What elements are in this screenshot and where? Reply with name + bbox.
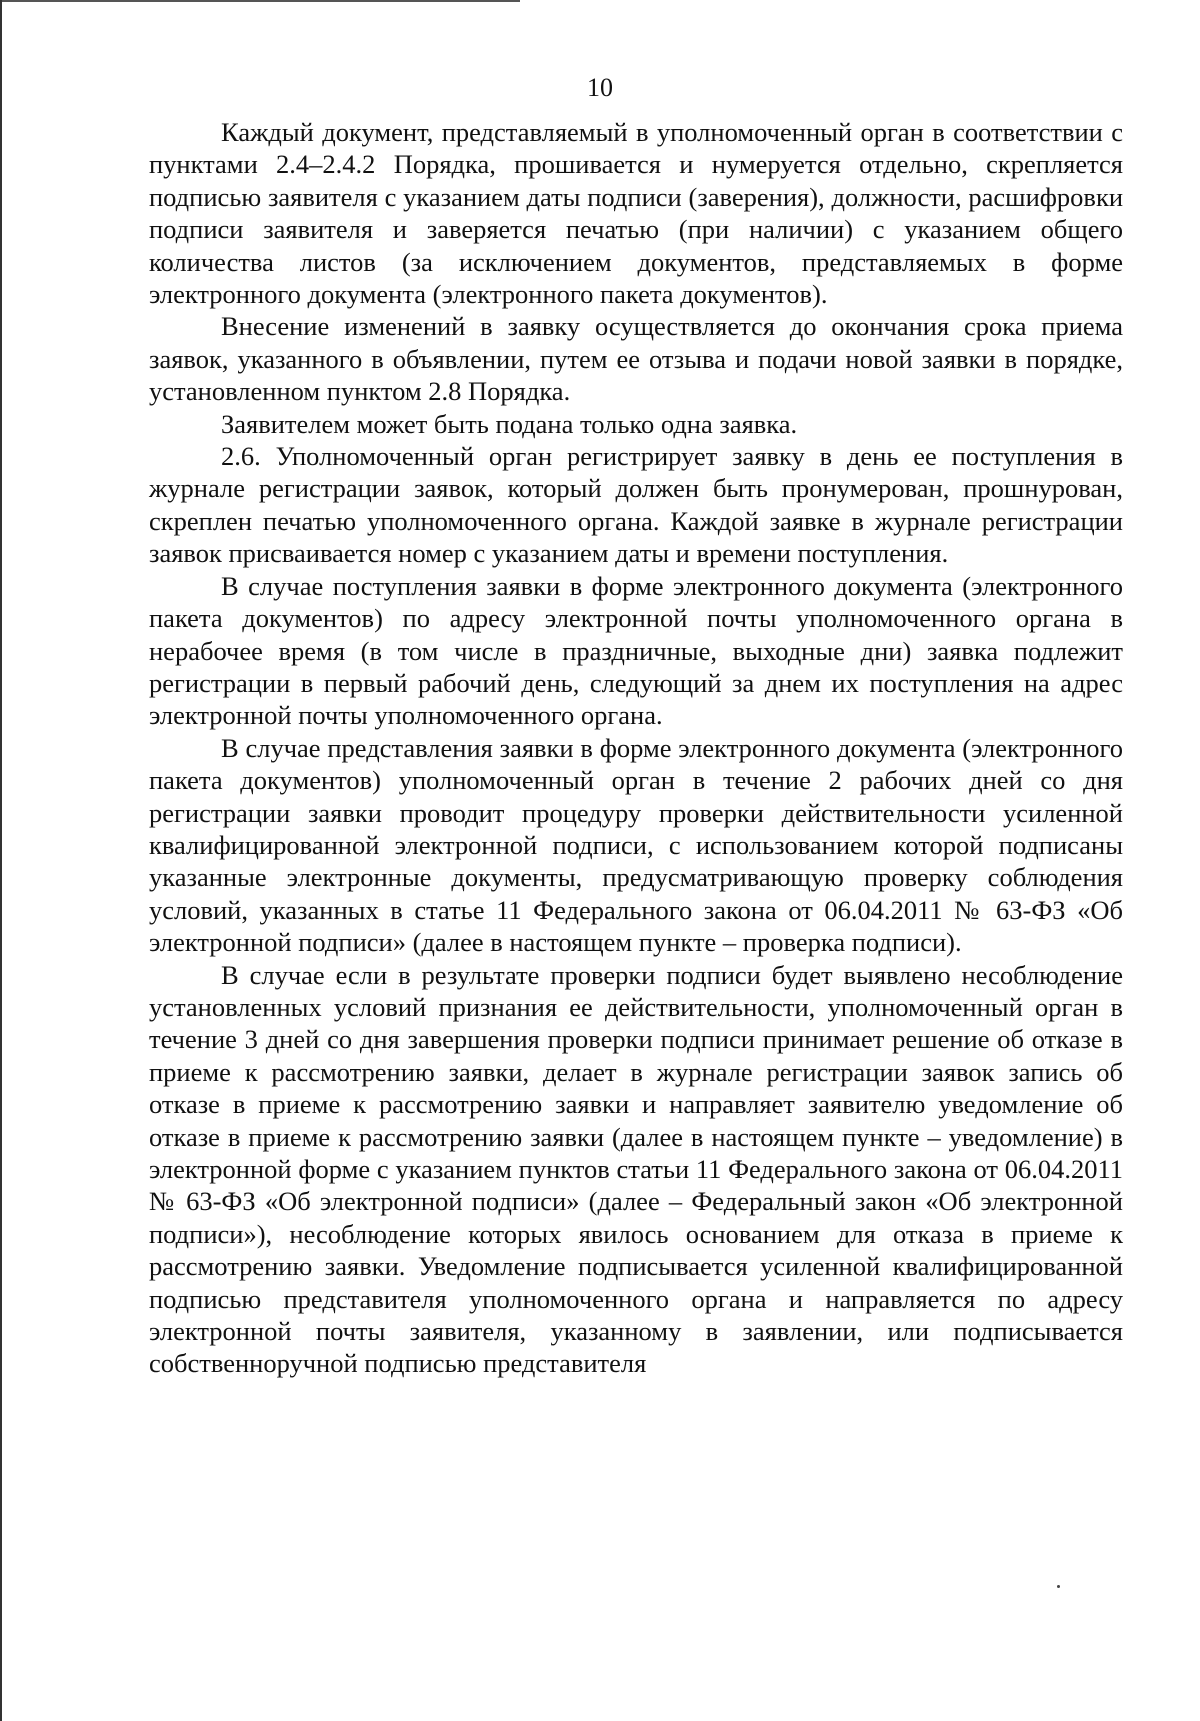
paragraph-electronic-nonworking-time: В случае поступления заявки в форме электронного документа (электронного пакета документов) по адресу электронной почты уполномоченного органа в нерабочее время (в том числе в праздничные, выходные дни) заявка подлежит регистрации в первый рабочий день, следующий за днем их поступления на адрес электронной почты уполномоченного органа. xyxy=(149,570,1123,731)
scan-edge-top xyxy=(0,0,520,2)
scan-edge-left xyxy=(0,0,2,1721)
paragraph-refusal-notification: В случае если в результате проверки подписи будет выявлено несоблюдение установленных условий признания ее действительности, уполномоченный орган в течение 3 дней со дня завершения проверки подписи принимает решение об отказе в приеме к рассмотрению заявки, делает в журнале регистрации заявок запись об отказе в приеме к рассмотрению заявки и направляет заявителю уведомление об отказе в приеме к рассмотрению заявки (далее в настоящем пункте – уведомление) в электронной форме с указанием пунктов статьи 11 Федерального закона от 06.04.2011 № 63-ФЗ «Об электронной подписи» (далее – Федеральный закон «Об электронной подписи»), несоблюдение которых явилось основанием для отказа в приеме к рассмотрению заявки. Уведомление подписывается усиленной квалифицированной подписью представителя уполномоченного органа и направляется по адресу электронной почты заявителя, указанному в заявлении, или подписывается собственноручной подписью представителя xyxy=(149,959,1123,1379)
document-body xyxy=(149,116,1123,1380)
paragraph-document-binding: Каждый документ, представляемый в уполномоченный орган в соответствии с пунктами 2.4–2.4.2 Порядка, прошивается и нумеруется отдельно, скрепляется подписью заявителя с указанием даты подписи (заверения), должности, расшифровки подписи заявителя и заверяется печатью (при наличии) с указанием общего количества листов (за исключением документов, представляемых в форме электронного документа (электронного пакета документов). xyxy=(149,117,1123,310)
page-number: 10 xyxy=(587,73,613,102)
paragraph-section-2-6-registration: 2.6. Уполномоченный орган регистрирует заявку в день ее поступления в журнале регистрации заявок, который должен быть пронумерован, прошнурован, скреплен печатью уполномоченного органа. Каждой заявке в журнале регистрации заявок присваивается номер с указанием даты и времени поступления. xyxy=(149,441,1123,569)
paragraph-application-changes: Внесение изменений в заявку осуществляется до окончания срока приема заявок, указанного в объявлении, путем ее отзыва и подачи новой заявки в порядке, установленном пунктом 2.8 Порядка. xyxy=(149,311,1123,407)
paragraph-signature-verification: В случае представления заявки в форме электронного документа (электронного пакета документов) уполномоченный орган в течение 2 рабочих дней со дня регистрации заявки проводит процедуру проверки действительности усиленной квалифицированной электронной подписи, с использованием которой подписаны указанные электронные документы, предусматривающую проверку соблюдения условий, указанных в статье 11 Федерального закона от 06.04.2011 № 63-ФЗ «Об электронной подписи» (далее в настоящем пункте – проверка подписи). xyxy=(149,732,1123,958)
scan-speck xyxy=(1057,1585,1060,1588)
paragraph-single-application: Заявителем может быть подана только одна заявка. xyxy=(221,408,798,439)
